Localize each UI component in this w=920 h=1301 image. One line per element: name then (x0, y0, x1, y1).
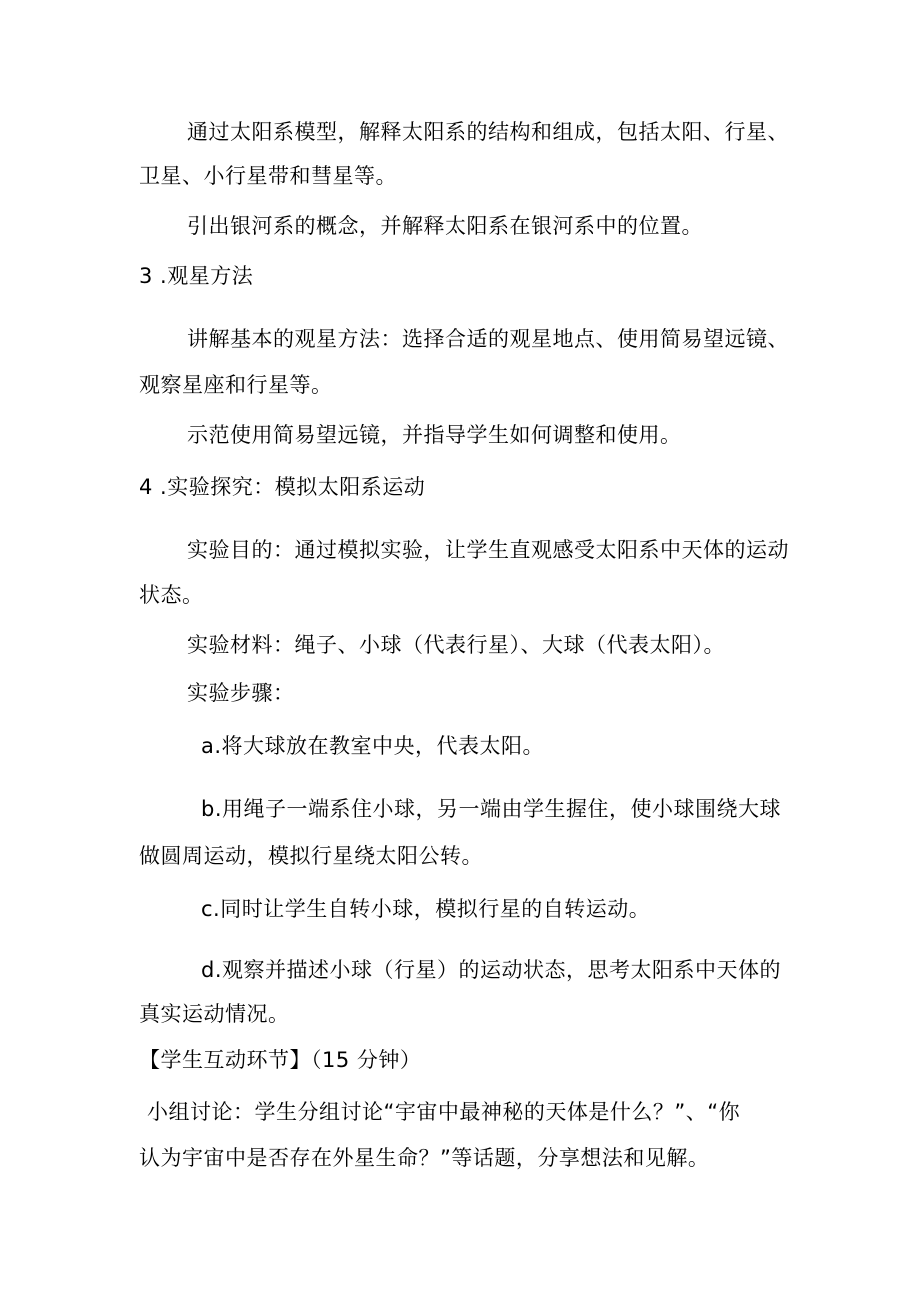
paragraph-line: 状态。 (139, 583, 204, 607)
paragraph-line: 认为宇宙中是否存在外星生命？”等话题，分享想法和见解。 (139, 1146, 710, 1170)
list-item: a.将大球放在教室中央，代表太阳。 (201, 734, 545, 758)
paragraph-line: 卫星、小行星带和彗星等。 (139, 164, 397, 188)
list-item: b.用绳子一端系住小球，另一端由学生握住，使小球围绕大球 (201, 797, 782, 821)
list-item: c.同时让学生自转小球，模拟行星的自转运动。 (201, 897, 651, 921)
paragraph-line: 实验目的：通过模拟实验，让学生直观感受太阳系中天体的运动 (187, 538, 789, 562)
list-item: 真实运动情况。 (139, 1002, 290, 1026)
paragraph-line: 讲解基本的观星方法：选择合适的观星地点、使用简易望远镜、 (187, 327, 789, 351)
paragraph-line: 小组讨论：学生分组讨论“宇宙中最神秘的天体是什么？”、“你 (147, 1100, 741, 1124)
list-item: d.观察并描述小球（行星）的运动状态，思考太阳系中天体的 (201, 958, 782, 982)
paragraph-line: 实验材料：绳子、小球（代表行星）、大球（代表太阳）。 (187, 633, 725, 657)
section-heading: 【学生互动环节】（15 分钟） (139, 1048, 422, 1072)
section-heading: 4 .实验探究：模拟太阳系运动 (139, 475, 426, 499)
paragraph-line: 示范使用简易望远镜，并指导学生如何调整和使用。 (187, 423, 682, 447)
paragraph-line: 引出银河系的概念，并解释太阳系在银河系中的位置。 (187, 214, 703, 238)
paragraph-line: 实验步骤： (187, 681, 295, 705)
list-item: 做圆周运动，模拟行星绕太阳公转。 (139, 844, 483, 868)
paragraph-line: 通过太阳系模型，解释太阳系的结构和组成，包括太阳、行星、 (187, 120, 789, 144)
paragraph-line: 观察星座和行星等。 (139, 373, 333, 397)
section-heading: 3 .观星方法 (139, 264, 254, 288)
